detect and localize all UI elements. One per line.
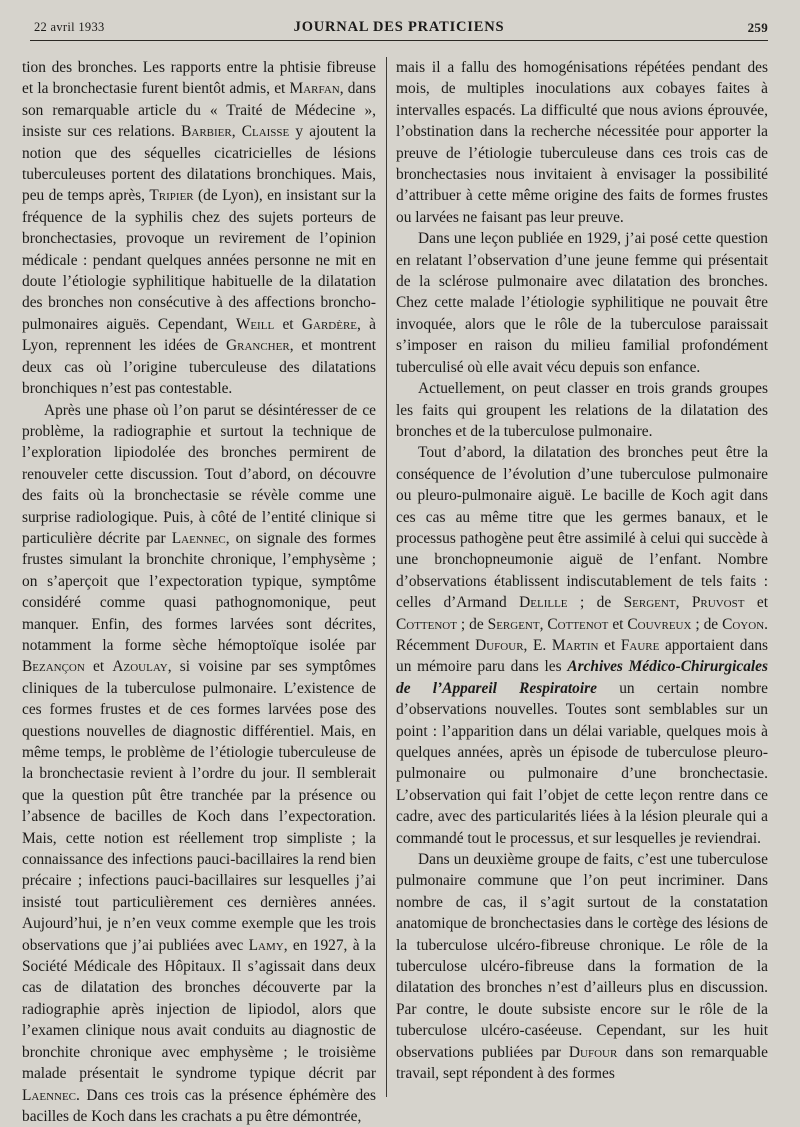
text-run: (de Lyon), en insistant sur la fréquence de la syphilis chez des sujets porteurs de bronchectasies, provoque un revirement de l’opinion médicale : pendant quelques années personne ne mit en doute l’étiologie syphilitique habituelle de la dilatation des bronches non consécutive à des affections broncho-pulmonaires aiguës. Cependant, — [22, 187, 376, 332]
text-run: et — [599, 637, 621, 654]
text-run: , — [540, 616, 548, 633]
paragraph — [396, 378, 768, 442]
author-name: Dufour — [569, 1044, 617, 1061]
author-name: Coyon — [722, 616, 764, 633]
author-name: Cottenot — [396, 616, 457, 633]
running-header — [30, 18, 768, 40]
text-run: , si voisine par ses symptômes cliniques de la tuberculose pulmonaire. L’existence de ces formes frustes et de ces formes larvées pose des questions nouvelles de diagnostic différentiel. Mais, en même temps, le problème de l’étiologie tuberculeuse de la bronchectasie revient à l’ordre du jour. Il semblerait que la question pût être tranchée par la présence ou l’absence de bacilles de Koch dans l’expectoration. Mais, cette notion est réellement trop simpliste ; la connaissance des infections pauci-bacillaires la rend bien précaire ; infections pauci-bacillaires sur lesquelles j’ai insisté tout particulièrement ces dernières années. Aujourd’hui, je n’en veux comme exemple que les trois observations que j’ai publiées avec — [22, 658, 376, 953]
text-run: y ajoutent la notion que des séquelles cicatricielles de lésions tuberculeuses portent des dilatations bronchiques. Mais, peu de temps après, — [22, 123, 376, 204]
paragraph — [396, 849, 768, 1084]
paragraph — [22, 57, 376, 400]
text-run: et — [85, 658, 113, 675]
author-name: Laennec — [172, 530, 226, 547]
text-run: . Dans ces trois cas la présence éphémère des bacilles de Koch dans les crachats a pu être démontrée, — [22, 1087, 376, 1125]
author-name: Martin — [552, 637, 599, 654]
author-name: Couvreux — [627, 616, 691, 633]
text-run: , — [232, 123, 242, 140]
text-run: . Récemment — [396, 616, 768, 654]
author-name: Sergent — [488, 616, 540, 633]
text-run: , — [676, 594, 692, 611]
text-run: mais il a fallu des homogénisations répétées pendant des mois, de multiples inoculations aux cobayes faites à intervalles espacés. La difficulté que nous avions éprouvée, l’obstination dans la recherche nécessitée pour apporter la preuve de l’étiologie tuberculeuse dans ces trois cas de bronchectasies nous invitaient à envisager la possibilité d’attribuer à cette même origine des faits de formes frustes ou larvées ne faisant pas leur preuve. — [396, 59, 768, 226]
text-run: , et montrent deux cas où l’origine tuberculeuse des dilatations bronchiques n’est pas contestable. — [22, 337, 376, 397]
author-name: Grancher — [226, 337, 290, 354]
header-date: 22 avril 1933 — [34, 20, 105, 35]
author-name: Weill — [236, 316, 274, 333]
text-run: et — [744, 594, 768, 611]
text-run: ; de — [568, 594, 624, 611]
author-name: Laennec — [22, 1087, 76, 1104]
author-name: Claisse — [242, 123, 290, 140]
journal-citation: Archives Médico-Chirurgicales de l’Appareil Respiratoire — [396, 658, 768, 696]
paragraph — [396, 57, 768, 228]
journal-title: JOURNAL DES PRATICIENS — [30, 19, 768, 36]
text-run: Après une phase où l’on parut se désintéresser de ce problème, la radiographie et surtout la technique de l’exploration lipiodolée des bronches permirent de renouveler cette discussion. Tout d’abord, on découvre des faits où la bronchectasie se révèle comme une surprise radiologique. Puis, à côté de l’entité clinique si particulière décrite par — [22, 402, 376, 547]
text-run: Dans un deuxième groupe de faits, c’est une tuberculose pulmonaire commune que l’on peut incriminer. Dans nombre de cas, il s’agit surtout de la constatation anatomique de bronchectasies dans le cortège des lésions de la tuberculose ulcéro-fibreuse chronique. Le rôle de la tuberculose ulcéro-fibreuse dans la formation de la dilatation des bronches n’est d’ailleurs plus en discussion. Par contre, le doute subsiste encore sur le rôle de la tuberculose ulcéro-caséeuse. Cependant, sur les huit observations publiées par — [396, 851, 768, 1061]
right-column — [396, 57, 768, 1085]
text-run: et — [608, 616, 627, 633]
author-name: Pruvost — [692, 594, 745, 611]
text-run: tion des bronches. Les rapports entre la phtisie fibreuse et la bronchectasie furent bientôt admis, et — [22, 59, 376, 97]
text-run: Tout d’abord, la dilatation des bronches peut être la conséquence de l’évolution d’une tuberculose pulmonaire ou pleuro-pulmonaire aiguë. Le bacille de Koch agit dans ces cas au même titre que les germes banaux, et le processus pathogène peut être assimilé à celui qui succède à une bronchopneumonie aiguë de l’enfant. Nombre d’observations établissent indiscutablement de tels faits : celles d’Armand — [396, 444, 768, 611]
page-number: 259 — [748, 20, 768, 36]
text-run: , en 1927, à la Société Médicale des Hôpitaux. Il s’agissait dans deux cas de dilatation des bronches découverte par la radiographie après injection de lipiodol, alors que l’examen clinique nous avait conduits au diagnostic de bronchite chronique avec emphysème ; le troisième malade présentait le syndrome typique décrit par — [22, 937, 376, 1082]
author-name: Barbier — [181, 123, 232, 140]
column-divider — [386, 57, 387, 1097]
text-run: ; de — [691, 616, 722, 633]
text-run: , dans son remarquable article du « Traité de Médecine », insiste sur ces relations. — [22, 80, 376, 140]
author-name: Lamy — [249, 937, 284, 954]
author-name: Dufour — [475, 637, 523, 654]
paragraph — [396, 228, 768, 378]
text-run: Dans une leçon publiée en 1929, j’ai posé cette question en relatant l’observation d’une jeune femme qui présentait de la sclérose pulmonaire avec dilatation des bronches. Chez cette malade l’étiologie syphilitique ne pouvait être invoquée, alors que le rôle de la tuberculose paraissait s’imposer en raison du milieu familial profondément tuberculisé où elle avait vécu depuis son enfance. — [396, 230, 768, 375]
paragraph — [396, 442, 768, 849]
paragraph — [22, 400, 376, 1127]
left-column — [22, 57, 376, 1127]
author-name: Sergent — [624, 594, 676, 611]
text-run: , E. — [524, 637, 552, 654]
author-name: Azoulay — [112, 658, 167, 675]
author-name: Gardère — [302, 316, 357, 333]
text-run: , on signale des formes frustes simulant la bronchite chronique, l’emphysème ; on s’aperçoit que l’expectoration typique, symptôme considéré comme quasi pathognomonique, peut manquer. Enfin, des formes larvées sont décrites, notamment la forme sèche hémoptoïque isolée par — [22, 530, 376, 654]
author-name: Delille — [519, 594, 567, 611]
author-name: Marfan — [290, 80, 340, 97]
text-run: un certain nombre d’observations nouvelles. Toutes sont semblables sur un point : l’apparition dans un délai variable, quelques mois à quelques années, après un épisode de tuberculose pleuro-pulmonaire ou pulmonaire d’une bronchectasie. L’observation qui fait l’objet de cette leçon rentre dans ce cadre, avec des particularités liées à la lésion pleurale qui a commandé tout le processus, et sur lesquelles je reviendrai. — [396, 680, 768, 847]
header-rule — [30, 40, 768, 41]
author-name: Cottenot — [547, 616, 608, 633]
author-name: Tripier — [149, 187, 193, 204]
author-name: Faure — [621, 637, 660, 654]
text-run: Actuellement, on peut classer en trois grands groupes les faits qui groupent les relations de la dilatation des bronches et de la tuberculose pulmonaire. — [396, 380, 768, 440]
text-run: dans son remarquable travail, sept répondent à des formes — [396, 1044, 768, 1082]
text-run: et — [274, 316, 302, 333]
text-run: ; de — [457, 616, 488, 633]
text-run: apportaient dans un mémoire paru dans les — [396, 637, 768, 675]
author-name: Bezançon — [22, 658, 85, 675]
text-run: , à Lyon, reprennent les idées de — [22, 316, 376, 354]
